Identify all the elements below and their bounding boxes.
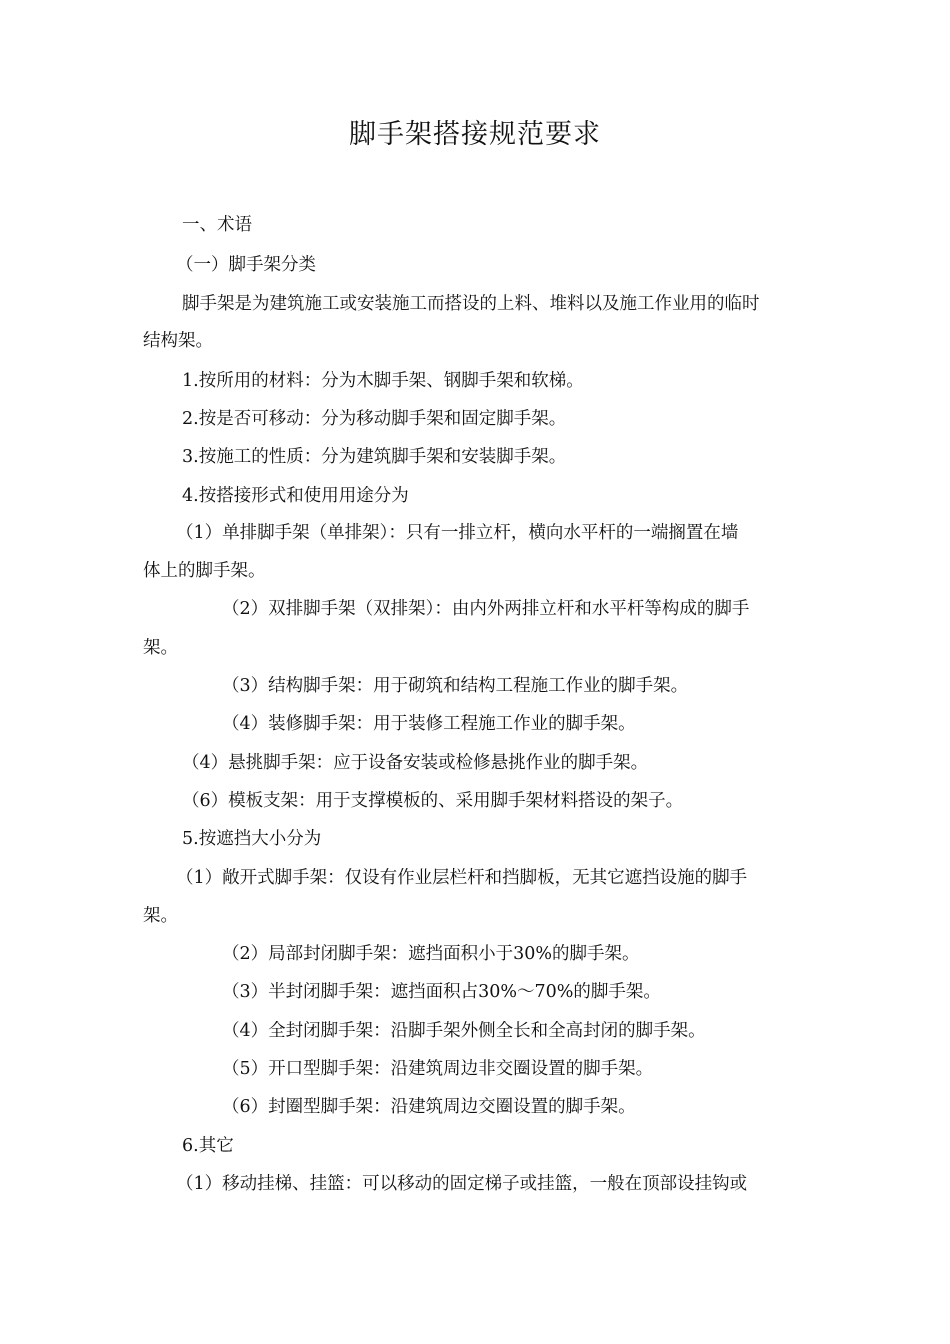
- sub-list-item: （3）结构脚手架：用于砌筑和结构工程施工作业的脚手架。: [222, 676, 689, 696]
- sub-list-item-continuation: 架。: [143, 906, 178, 926]
- sub-list-item: （1）敞开式脚手架：仅设有作业层栏杆和挡脚板，无其它遮挡设施的脚手: [176, 868, 748, 888]
- paragraph-line: 结构架。: [143, 331, 213, 351]
- sub-list-item: （1）单排脚手架（单排架）：只有一排立杆，横向水平杆的一端搁置在墙: [176, 523, 739, 543]
- sub-list-item: （5）开口型脚手架：沿建筑周边非交圈设置的脚手架。: [222, 1059, 654, 1079]
- list-item: 5.按遮挡大小分为: [182, 829, 322, 849]
- list-item: 4.按搭接形式和使用用途分为: [182, 486, 409, 506]
- sub-list-item: （2）双排脚手架（双排架）：由内外两排立杆和水平杆等构成的脚手: [222, 599, 750, 619]
- sub-list-item: （4）全封闭脚手架：沿脚手架外侧全长和全高封闭的脚手架。: [222, 1021, 706, 1041]
- sub-list-item: （6）模板支架：用于支撑模板的、采用脚手架材料搭设的架子。: [182, 791, 684, 811]
- subsection-heading-classification: （一）脚手架分类: [176, 255, 316, 275]
- list-item: 3.按施工的性质：分为建筑脚手架和安装脚手架。: [182, 447, 567, 467]
- sub-list-item-continuation: 架。: [143, 638, 178, 658]
- paragraph-line: 脚手架是为建筑施工或安装施工而搭设的上料、堆料以及施工作业用的临时: [182, 294, 760, 314]
- list-item: 2.按是否可移动：分为移动脚手架和固定脚手架。: [182, 409, 567, 429]
- sub-list-item: （4）悬挑脚手架：应于设备安装或检修悬挑作业的脚手架。: [182, 753, 649, 773]
- section-heading-terms: 一、术语: [182, 215, 252, 235]
- sub-list-item: （6）封圈型脚手架：沿建筑周边交圈设置的脚手架。: [222, 1097, 636, 1117]
- sub-list-item: （3）半封闭脚手架：遮挡面积占30%～70%的脚手架。: [222, 982, 661, 1002]
- sub-list-item: （1）移动挂梯、挂篮：可以移动的固定梯子或挂篮，一般在顶部设挂钩或: [176, 1174, 748, 1194]
- sub-list-item: （4）装修脚手架：用于装修工程施工作业的脚手架。: [222, 714, 636, 734]
- document-title: 脚手架搭接规范要求: [349, 119, 601, 150]
- list-item: 6.其它: [182, 1136, 234, 1156]
- list-item: 1.按所用的材料：分为木脚手架、钢脚手架和软梯。: [182, 371, 584, 391]
- sub-list-item-continuation: 体上的脚手架。: [143, 561, 266, 581]
- sub-list-item: （2）局部封闭脚手架：遮挡面积小于30%的脚手架。: [222, 944, 640, 964]
